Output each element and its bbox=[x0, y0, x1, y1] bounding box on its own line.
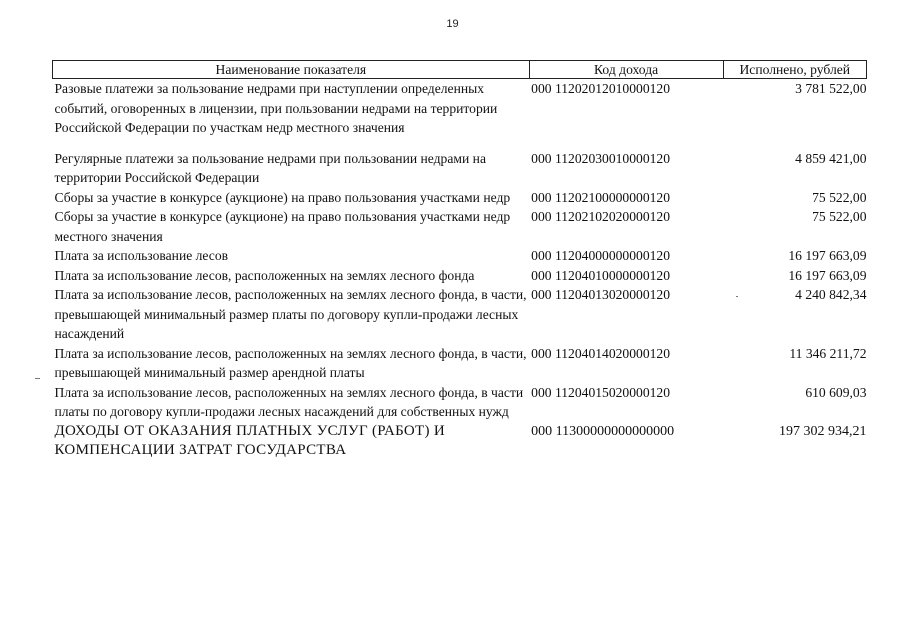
table-row bbox=[53, 285, 867, 344]
row-code: 000 11204013020000120 bbox=[531, 287, 671, 302]
row-name: Плата за использование лесов, расположенных на землях лесного фонда, в части платы по договору купли-продажи лесных насаждений для собственных нужд bbox=[54, 384, 524, 419]
row-amount: 197 302 934,21 bbox=[779, 423, 867, 439]
row-name: ДОХОДЫ ОТ ОКАЗАНИЯ ПЛАТНЫХ УСЛУГ (РАБОТ) И КОМПЕНСАЦИИ ЗАТРАТ ГОСУДАРСТВА bbox=[54, 422, 445, 458]
table-row bbox=[53, 246, 867, 266]
header-name: Наименование показателя bbox=[53, 61, 530, 79]
table-row bbox=[53, 383, 867, 422]
table-row bbox=[53, 422, 867, 461]
row-code: 000 11204000000000120 bbox=[531, 248, 671, 263]
row-name: Плата за использование лесов, расположенных на землях лесного фонда, в части, превышающей минимальный размер арендной платы bbox=[54, 345, 527, 380]
table-row bbox=[53, 79, 867, 149]
row-code: 000 11202012010000120 bbox=[531, 81, 671, 96]
revenue-table bbox=[52, 60, 867, 461]
header-amount: Исполнено, рублей bbox=[723, 61, 866, 79]
row-amount: 16 197 663,09 bbox=[788, 248, 867, 263]
row-amount: 16 197 663,09 bbox=[788, 267, 867, 283]
table-row bbox=[53, 266, 867, 286]
row-name: Плата за использование лесов bbox=[54, 248, 229, 263]
row-amount: 3 781 522,00 bbox=[795, 81, 867, 96]
row-name: Регулярные платежи за пользование недрами при пользовании недрами на территории Российской Федерации bbox=[54, 150, 486, 185]
scan-speck bbox=[35, 378, 40, 379]
row-name: Сборы за участие в конкурсе (аукционе) на право пользования участками недр местного значения bbox=[54, 209, 511, 244]
row-code: 000 11202030010000120 bbox=[531, 150, 671, 166]
row-name: Разовые платежи за пользование недрами при наступлении определенных событий, оговоренных в лицензии, при пользовании недрами на территории Российской Федерации по участкам недр местного значения bbox=[54, 81, 498, 135]
scan-speck bbox=[736, 296, 738, 297]
table-header-row bbox=[53, 61, 867, 79]
table-row bbox=[53, 207, 867, 246]
row-code: 000 11202100000000120 bbox=[531, 189, 671, 205]
row-code: 000 11204010000000120 bbox=[531, 267, 671, 283]
row-code: 000 11202102020000120 bbox=[531, 209, 671, 224]
page-number: 19 bbox=[446, 18, 459, 30]
table-row bbox=[53, 149, 867, 188]
row-amount: 75 522,00 bbox=[812, 189, 867, 205]
row-amount: 11 346 211,72 bbox=[789, 345, 867, 361]
row-code: 000 11300000000000000 bbox=[531, 423, 675, 439]
row-code: 000 11204014020000120 bbox=[531, 345, 671, 361]
row-amount: 75 522,00 bbox=[812, 209, 867, 224]
row-code: 000 11204015020000120 bbox=[531, 384, 671, 400]
row-amount: 4 240 842,34 bbox=[795, 287, 867, 302]
row-amount: 4 859 421,00 bbox=[795, 150, 867, 166]
row-name: Сборы за участие в конкурсе (аукционе) на право пользования участками недр bbox=[54, 189, 511, 205]
header-code: Код дохода bbox=[529, 61, 723, 79]
table-row bbox=[53, 188, 867, 208]
row-name: Плата за использование лесов, расположенных на землях лесного фонда, в части, превышающей минимальный размер платы по договору купли-продажи лесных насаждений bbox=[54, 287, 527, 341]
row-name: Плата за использование лесов, расположенных на землях лесного фонда bbox=[54, 267, 475, 283]
row-amount: 610 609,03 bbox=[805, 384, 867, 400]
table-row bbox=[53, 344, 867, 383]
